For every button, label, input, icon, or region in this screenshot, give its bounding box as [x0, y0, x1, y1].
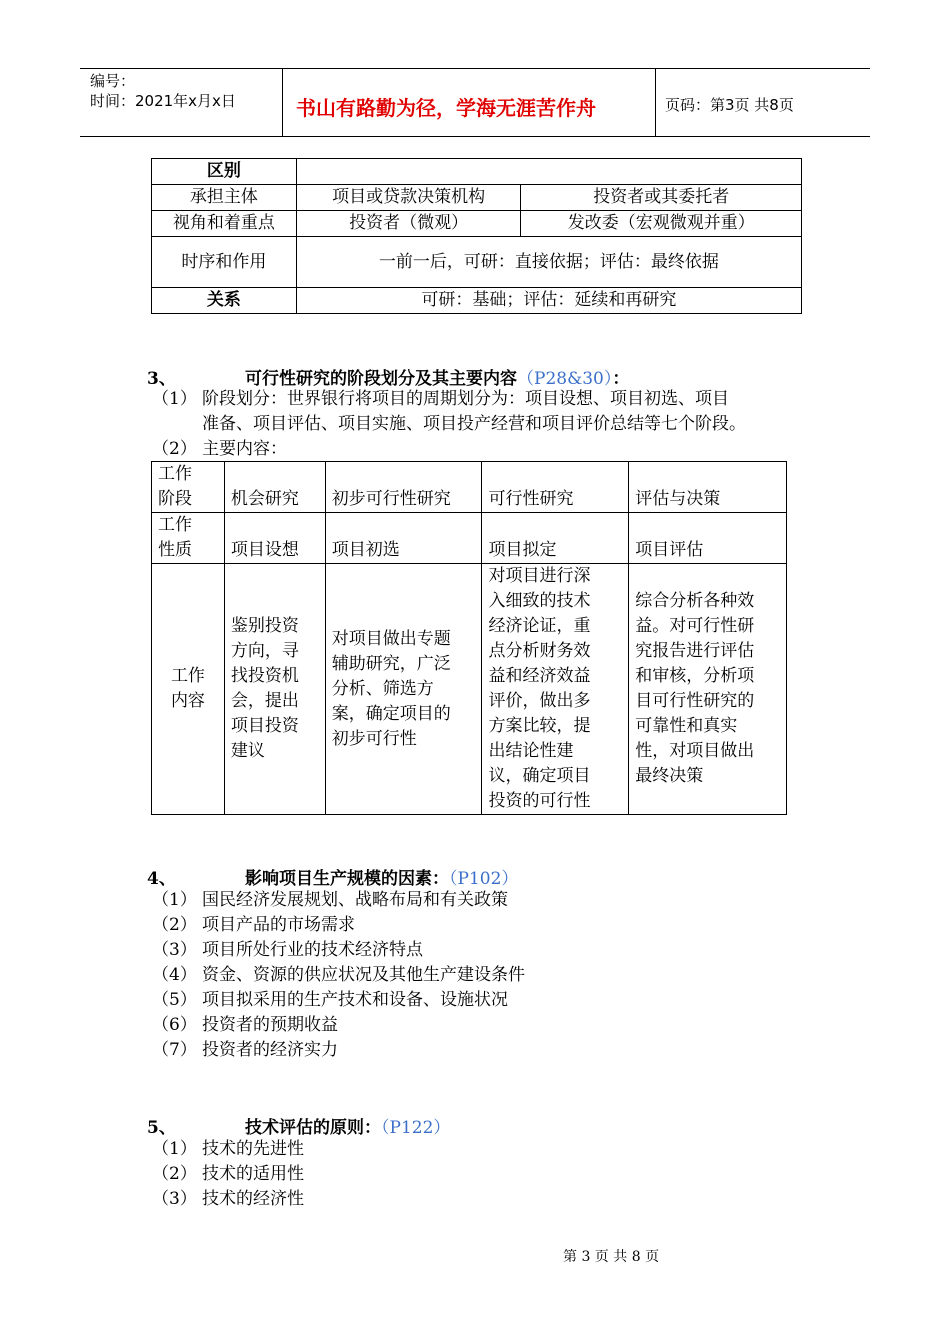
- table-cell: 综合分析各种效 益。对可行性研 究报告进行评估 和审核，分析项 目可行性研究的 可靠性和真实 性，对项目做出 最终决策: [629, 564, 787, 815]
- section-number: 4、: [147, 869, 176, 889]
- item-text: 准备、项目评估、项目实施、项目投产经营和项目评价总结等七个阶段。: [202, 414, 746, 434]
- item-text: 技术的适用性: [202, 1164, 304, 1184]
- row-label: 工作 性质: [152, 513, 225, 564]
- item-number: （2）: [152, 1164, 197, 1184]
- item-number: （2）: [152, 439, 197, 459]
- page-footer: 第 3 页 共 8 页: [563, 1249, 660, 1265]
- header-number-label: 编号：: [90, 72, 136, 90]
- header-page-label: 页码：第3页 共8页: [665, 96, 794, 114]
- section-number: 3、: [147, 369, 176, 389]
- table-cell: 投资者或其委托者: [521, 185, 802, 211]
- table-cell: 鉴别投资 方向，寻 找投资机 会，提出 项目投资 建议: [224, 564, 325, 815]
- row-label: 时序和作用: [152, 237, 297, 288]
- stages-table: [151, 461, 787, 815]
- table-cell: 可研：基础；评估：延续和再研究: [296, 288, 801, 314]
- item-number: （1）: [152, 890, 197, 910]
- item-number: （1）: [152, 389, 197, 409]
- row-label: 工作 阶段: [152, 462, 225, 513]
- item-text: 国民经济发展规划、战略布局和有关政策: [202, 890, 508, 910]
- section-title: [245, 864, 518, 889]
- item-number: （6）: [152, 1015, 197, 1035]
- page-reference: （P122）: [381, 1118, 451, 1138]
- table-cell: 项目评估: [629, 513, 787, 564]
- item-number: （5）: [152, 990, 197, 1010]
- header-motto: 书山有路勤为径，学海无涯苦作舟: [296, 96, 596, 120]
- table-cell: 一前一后，可研：直接依据；评估：最终依据: [296, 237, 801, 288]
- row-label: 承担主体: [152, 185, 297, 211]
- section-title-text: 影响项目生产规模的因素：: [245, 869, 449, 889]
- table-cell: 项目或贷款决策机构: [296, 185, 521, 211]
- item-text: 阶段划分：世界银行将项目的周期划分为：项目设想、项目初选、项目: [202, 389, 729, 409]
- table-cell: 对项目做出专题 辅助研究，广泛 分析、筛选方 案，确定项目的 初步可行性: [325, 564, 482, 815]
- table-cell: 投资者（微观）: [296, 211, 521, 237]
- header-bottom-rule: [80, 136, 870, 137]
- row-label: 关系: [152, 288, 297, 314]
- section-number: 5、: [147, 1118, 176, 1138]
- table-cell: 项目拟定: [482, 513, 629, 564]
- comparison-table: [151, 158, 802, 314]
- table-cell: 项目设想: [224, 513, 325, 564]
- item-text: 资金、资源的供应状况及其他生产建设条件: [202, 965, 525, 985]
- item-text: 项目拟采用的生产技术和设备、设施状况: [202, 990, 508, 1010]
- header-top-rule: [80, 68, 870, 69]
- table-cell: 初步可行性研究: [325, 462, 482, 513]
- table-cell: 项目初选: [325, 513, 482, 564]
- item-text: 投资者的经济实力: [202, 1040, 338, 1060]
- section-title: [245, 1113, 450, 1138]
- item-number: （3）: [152, 940, 197, 960]
- table-head-cell: 区别: [152, 159, 297, 185]
- header-divider: [655, 68, 656, 136]
- row-label: 视角和着重点: [152, 211, 297, 237]
- table-cell: 机会研究: [224, 462, 325, 513]
- table-cell: 对项目进行深 入细致的技术 经济论证，重 点分析财务效 益和经济效益 评价，做出多 方案比较，提 出结论性建 议，确定项目 投资的可行性: [482, 564, 629, 815]
- item-number: （4）: [152, 965, 197, 985]
- item-number: （2）: [152, 915, 197, 935]
- item-text: 技术的先进性: [202, 1139, 304, 1159]
- page-reference: （P102）: [449, 869, 519, 889]
- table-cell: 评估与决策: [629, 462, 787, 513]
- header-divider: [282, 68, 283, 136]
- table-cell: 可行性研究: [482, 462, 629, 513]
- table-head-empty: [296, 159, 801, 185]
- item-text: 项目产品的市场需求: [202, 915, 355, 935]
- page-reference: （P28&30）: [517, 369, 613, 389]
- item-text: 技术的经济性: [202, 1189, 304, 1209]
- item-text: 项目所处行业的技术经济特点: [202, 940, 423, 960]
- item-number: （3）: [152, 1189, 197, 1209]
- section-title-text: 技术评估的原则：: [245, 1118, 381, 1138]
- item-number: （7）: [152, 1040, 197, 1060]
- row-label: 工作 内容: [152, 564, 225, 815]
- section-title-colon: ：: [612, 369, 630, 389]
- item-text: 投资者的预期收益: [202, 1015, 338, 1035]
- section-title-text: 可行性研究的阶段划分及其主要内容: [245, 369, 517, 389]
- table-cell: 发改委（宏观微观并重）: [521, 211, 802, 237]
- header-time-label: 时间：2021年x月x日: [90, 92, 236, 110]
- item-text: 主要内容：: [202, 439, 287, 459]
- section-title: [245, 364, 629, 389]
- item-number: （1）: [152, 1139, 197, 1159]
